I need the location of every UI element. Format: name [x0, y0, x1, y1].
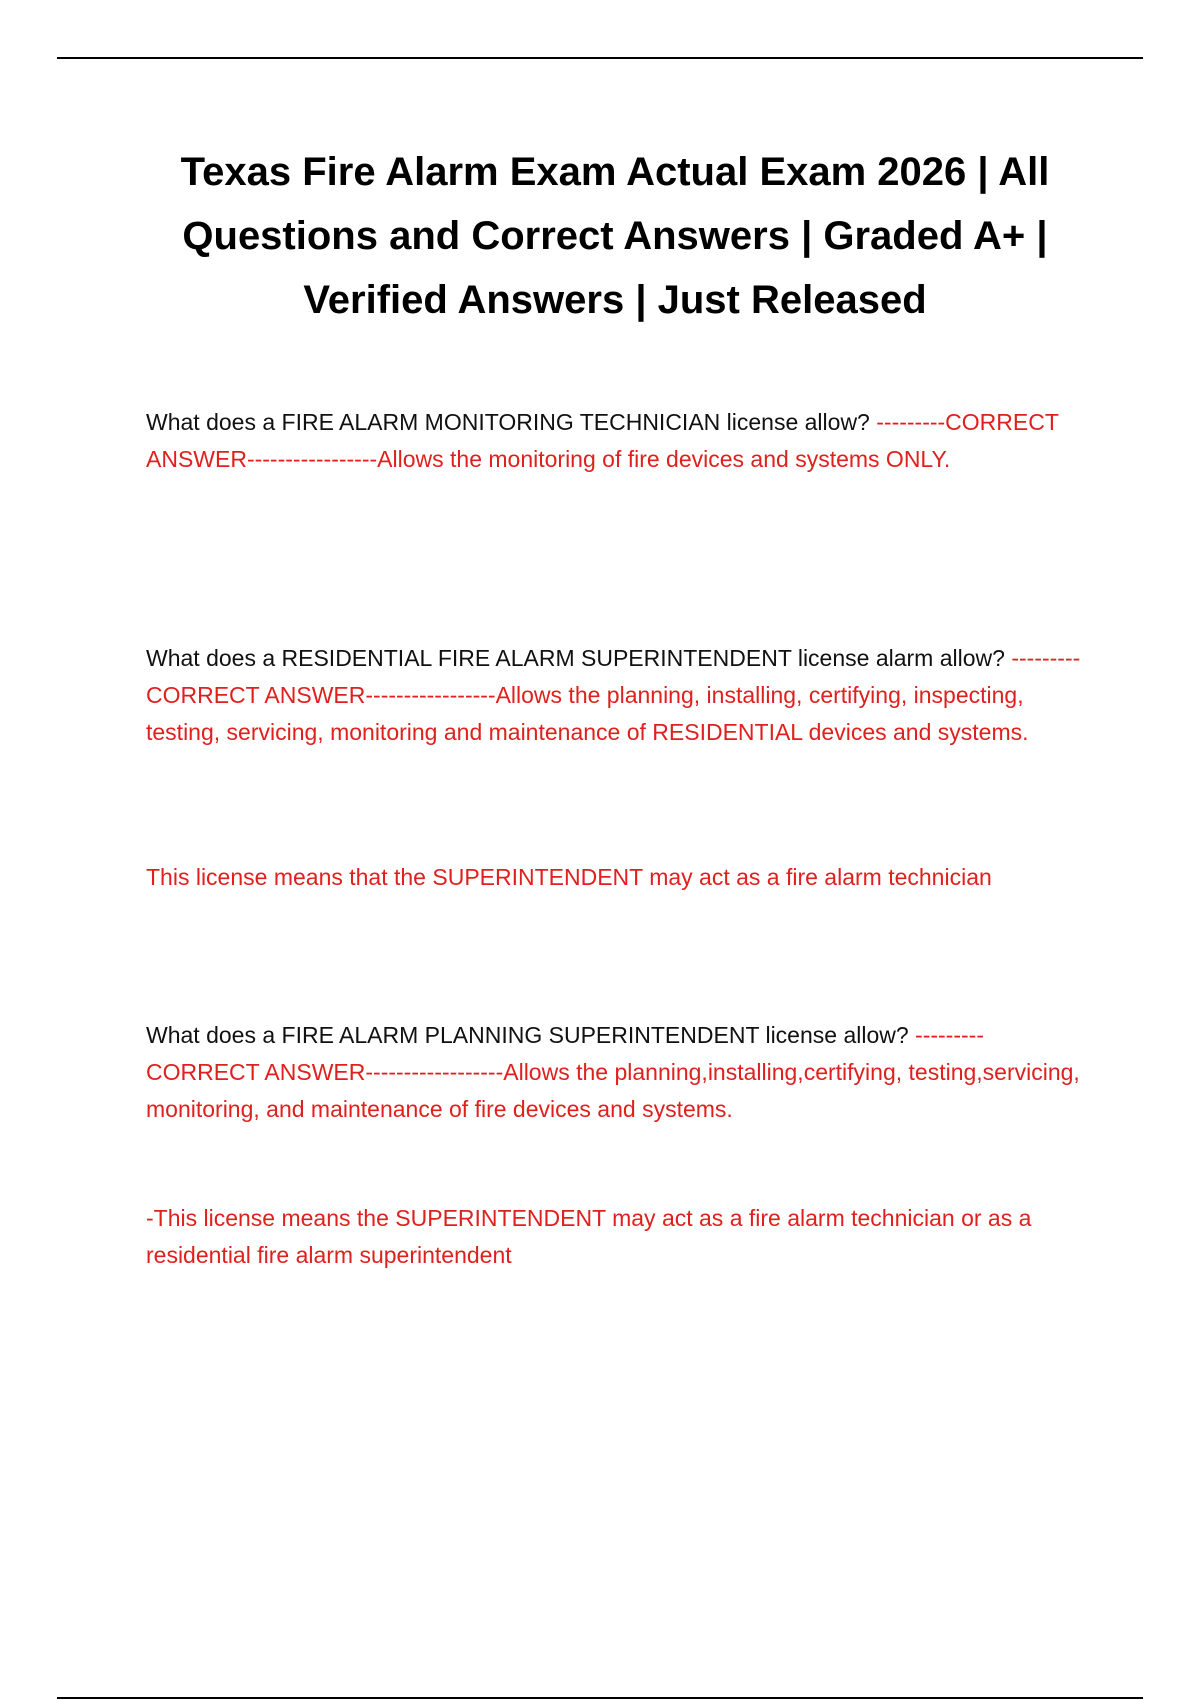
- answer-text: ---------CORRECT ANSWER------------------Allows the planning,installing,certifying, testing,servicing, monitoring, and maintenance of fire devices and systems.: [146, 1022, 1080, 1122]
- question-answer-block-2: [146, 640, 1086, 751]
- bottom-rule: [57, 1697, 1143, 1699]
- question-answer-block-1: [146, 404, 1086, 478]
- answer-text: ---------CORRECT ANSWER-----------------Allows the monitoring of fire devices and systems ONLY.: [146, 409, 1059, 472]
- answer-note-2: This license means that the SUPERINTENDENT may act as a fire alarm technician: [146, 864, 992, 890]
- question-answer-block-3: [146, 1017, 1086, 1128]
- question-text: What does a FIRE ALARM PLANNING SUPERINTENDENT license allow?: [146, 1022, 909, 1048]
- question-text: What does a FIRE ALARM MONITORING TECHNICIAN license allow?: [146, 409, 870, 435]
- question-text: What does a RESIDENTIAL FIRE ALARM SUPERINTENDENT license alarm allow?: [146, 645, 1005, 671]
- answer-note-3: -This license means the SUPERINTENDENT may act as a fire alarm technician or as a residential fire alarm superintendent: [146, 1205, 1032, 1268]
- answer-text: ---------CORRECT ANSWER-----------------Allows the planning, installing, certifying, inspecting, testing, servicing, monitoring and maintenance of RESIDENTIAL devices and systems.: [146, 645, 1081, 745]
- top-rule: [57, 57, 1143, 59]
- document-title: Texas Fire Alarm Exam Actual Exam 2026 | All Questions and Correct Answers | Graded A+ | Verified Answers | Just Released: [180, 150, 1050, 322]
